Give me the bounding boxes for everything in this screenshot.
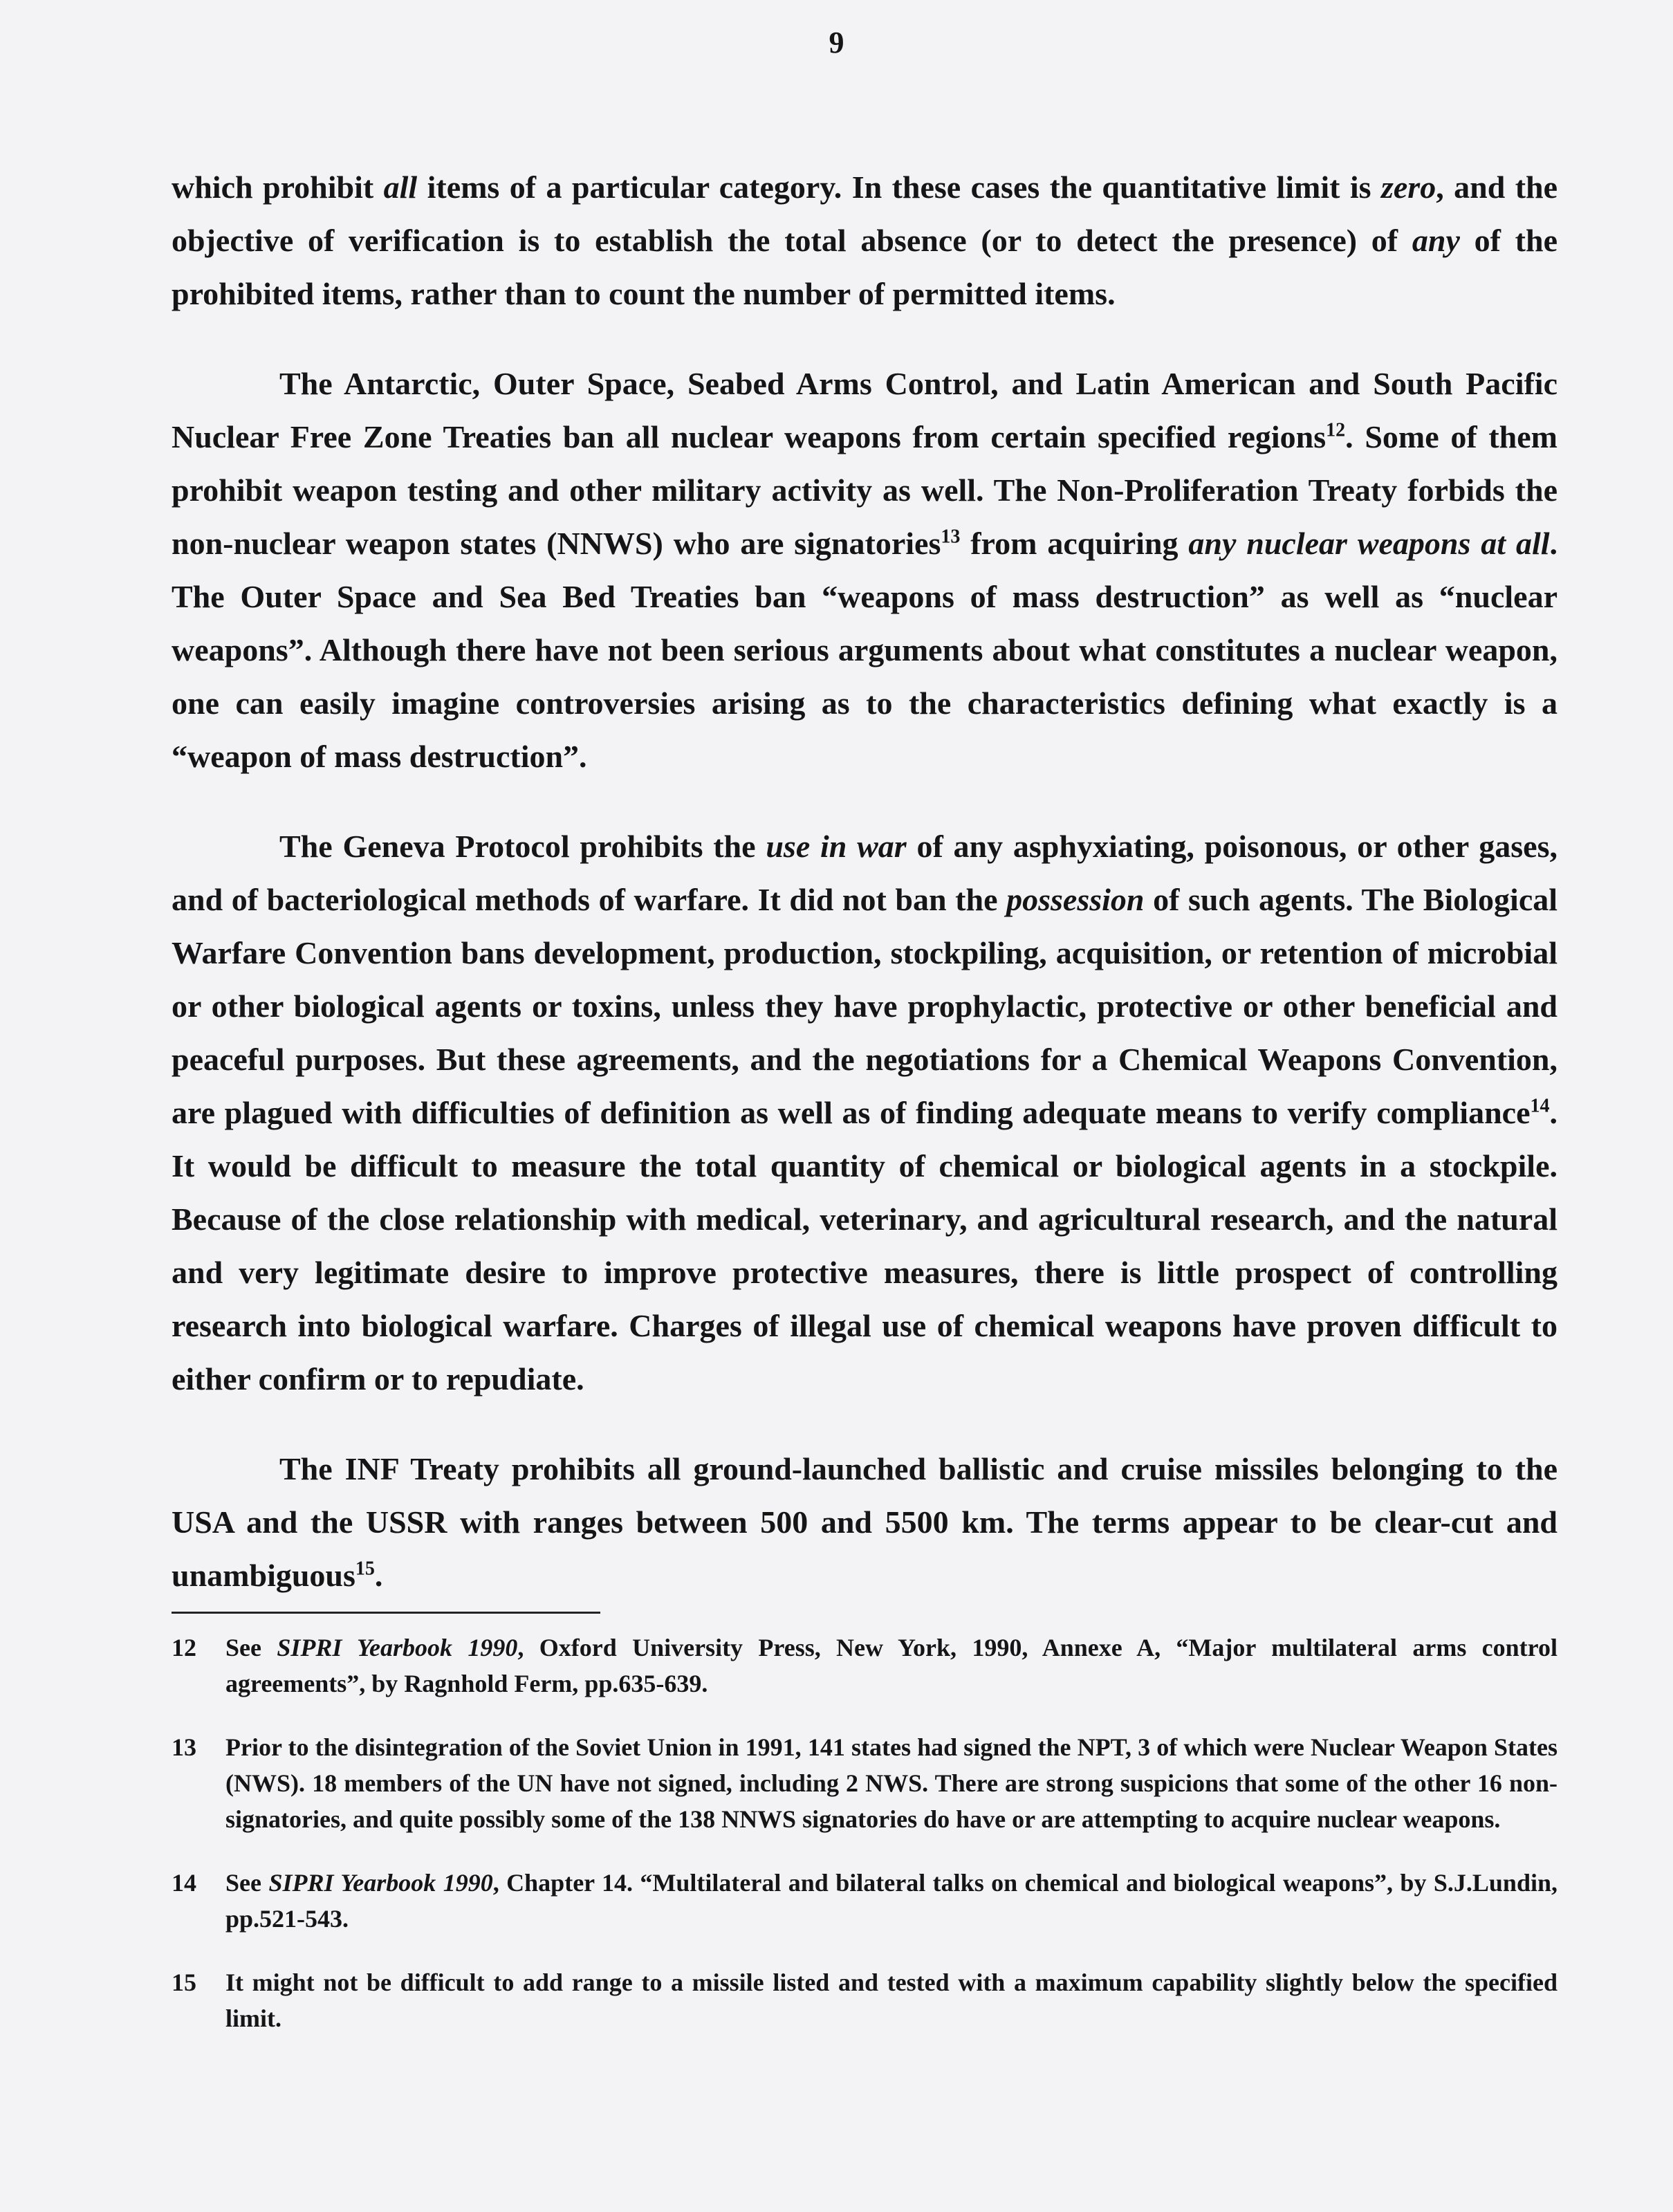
fn12-text-1: See — [225, 1634, 277, 1661]
footnote-number: 14 — [172, 1869, 196, 1897]
p4-text-1: The INF Treaty prohibits all ground-launched ballistic and cruise missiles belonging to the USA and the USSR with ranges between 500 and 5500 km. The terms appear to be clear-cut and unambiguous — [172, 1451, 1558, 1593]
footnote-ref-12: 12 — [1326, 419, 1346, 441]
p3-text-3: of such agents. The Biological Warfare Convention bans development, production, stockpiling, acquisition, or retention of microbial or other biological agents or toxins, unless they have prophylactic, protective or other beneficial and peaceful purposes. But these agreements, and the negotiations for a Chemical Weapons Convention, are plagued with difficulties of definition as well as of finding adequate means to verify compliance — [172, 882, 1558, 1130]
paragraph-4 — [172, 1442, 1558, 1602]
footnote-number: 13 — [172, 1733, 196, 1761]
p1-text-1: which prohibit — [172, 169, 384, 205]
footnote-divider — [172, 1612, 600, 1614]
paragraph-1 — [172, 160, 1558, 320]
p1-emphasis-3: any — [1412, 223, 1460, 258]
fn14-text-1: See — [225, 1869, 269, 1897]
fn12-emphasis-1: SIPRI Yearbook 1990 — [277, 1634, 518, 1661]
p1-text-2: items of a particular category. In these cases the quantitative limit is — [417, 169, 1381, 205]
p3-text-4: . It would be difficult to measure the total quantity of chemical or biological agents in a stockpile. Because of the close relationship with medical, veterinary, and agricultural research, and the natural and very legitimate desire to improve protective measures, there is little prospect of controlling research into biological warfare. Charges of illegal use of chemical weapons have proven difficult to either confirm or to repudiate. — [172, 1095, 1558, 1397]
footnote-12 — [172, 1630, 1558, 1702]
paragraph-3 — [172, 820, 1558, 1405]
footnote-ref-14: 14 — [1530, 1095, 1550, 1117]
p4-text-2: . — [374, 1558, 383, 1593]
p3-text-2: of any asphyxiating, poisonous, or other gases, and of bacteriological methods of warfare. It did not ban the — [172, 829, 1558, 917]
p3-emphasis-2: possession — [1006, 882, 1145, 917]
footnote-text: Prior to the disintegration of the Soviet Union in 1991, 141 states had signed the NPT, 3 of which were Nuclear Weapon States (NWS). 18 members of the UN have not signed, including 2 NWS. There are strong suspicions that some of the other 16 non-signatories, and quite possibly some of the 138 NNWS signatories do have or are attempting to acquire nuclear weapons. — [225, 1733, 1558, 1833]
p2-text-2: . Some of them prohibit weapon testing and other military activity as well. The Non-Proliferation Treaty forbids the non-nuclear weapon states (NNWS) who are signatories — [172, 419, 1558, 561]
footnote-number: 12 — [172, 1634, 196, 1661]
p1-emphasis-2: zero — [1380, 169, 1436, 205]
p2-text-1: The Antarctic, Outer Space, Seabed Arms Control, and Latin American and South Pacific Nuclear Free Zone Treaties ban all nuclear weapons from certain specified regions — [172, 366, 1558, 454]
footnote-number: 15 — [172, 1969, 196, 1996]
p1-text-4: of the prohibited items, rather than to count the number of permitted items. — [172, 223, 1558, 311]
p2-text-4: . The Outer Space and Sea Bed Treaties ban “weapons of mass destruction” as well as “nuclear weapons”. Although there have not been serious arguments about what constitutes a nuclear weapon, one can easily imagine controversies arising as to the characteristics defining what exactly is a “weapon of mass destruction”. — [172, 526, 1558, 774]
footnote-13 — [172, 1729, 1558, 1837]
p1-emphasis-1: all — [383, 169, 418, 205]
body-text — [172, 160, 1558, 1602]
footnote-14 — [172, 1865, 1558, 1937]
footnotes — [172, 1630, 1558, 2064]
fn14-emphasis-1: SIPRI Yearbook 1990 — [268, 1869, 493, 1897]
paragraph-2 — [172, 357, 1558, 783]
p3-text-1: The Geneva Protocol prohibits the — [279, 829, 766, 864]
p2-emphasis-1: any nuclear weapons at all — [1188, 526, 1550, 561]
footnote-ref-15: 15 — [355, 1558, 375, 1580]
footnote-ref-13: 13 — [941, 526, 961, 548]
footnote-15 — [172, 1964, 1558, 2036]
footnote-text — [225, 1630, 1558, 1702]
fn14-text-2: , Chapter 14. “Multilateral and bilateral talks on chemical and biological weapons”, by S.J.Lundin, pp.521-543. — [225, 1869, 1558, 1933]
footnote-text: It might not be difficult to add range to a missile listed and tested with a maximum capability slightly below the specified limit. — [225, 1969, 1558, 2032]
page-number: 9 — [829, 26, 844, 59]
footnote-text — [225, 1865, 1558, 1937]
fn12-text-2: , Oxford University Press, New York, 1990, Annexe A, “Major multilateral arms control agreements”, by Ragnhold Ferm, pp.635-639. — [225, 1634, 1558, 1697]
p2-text-3: from acquiring — [960, 526, 1189, 561]
p1-text-3: , and the objective of verification is to establish the total absence (or to detect the presence) of — [172, 169, 1558, 258]
p3-emphasis-1: use in war — [766, 829, 907, 864]
